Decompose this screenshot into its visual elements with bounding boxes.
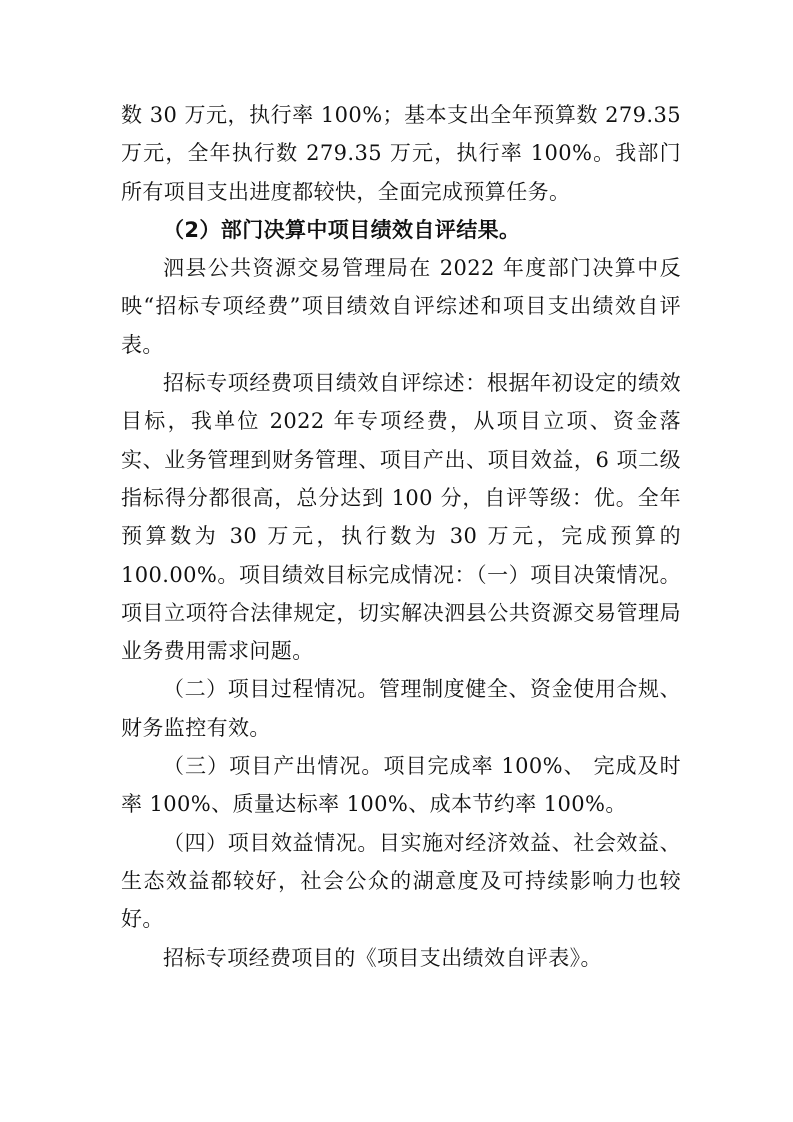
paragraph-output: （三）项目产出情况。项目完成率 100%、 完成及时率 100%、质量达标率 100%、成本节约率 100%。 — [121, 754, 681, 817]
paragraph-benefit: （四）项目效益情况。目实施对经济效益、社会效益、生态效益都较好，社会公众的湖意度及可持续影响力也较好。 — [121, 830, 681, 932]
paragraph-summary: 招标专项经费项目绩效自评综述：根据年初设定的绩效目标，我单位 2022 年专项经费，从项目立项、资金落实、业务管理到财务管理、项目产出、项目效益，6 项二级指标得分都很高，总分达到 100 分，自评等级：优。全年预算数为 30 万元，执行数为 30 万元，完成预算的 100.00%。项目绩效目标完成情况：（一）项目决策情况。项目立项符合法律规定，切实解决泗县公共资源交易管理局业务费用需求问题。 — [121, 371, 681, 664]
paragraph-process: （二）项目过程情况。管理制度健全、资金使用合规、财务监控有效。 — [121, 677, 681, 740]
paragraph-intro: 泗县公共资源交易管理局在 2022 年度部门决算中反映“招标专项经费”项目绩效自评综述和项目支出绩效自评表。 — [121, 256, 681, 357]
paragraph-budget-execution: 数 30 万元，执行率 100%；基本支出全年预算数 279.35 万元，全年执行数 279.35 万元，执行率 100%。我部门所有项目支出进度都较快，全面完成预算任务。 — [121, 103, 681, 204]
document-body — [121, 96, 681, 977]
paragraph-table-reference: 招标专项经费项目的《项目支出绩效自评表》。 — [163, 945, 602, 970]
section-heading: （2）部门决算中项目绩效自评结果。 — [163, 217, 521, 242]
